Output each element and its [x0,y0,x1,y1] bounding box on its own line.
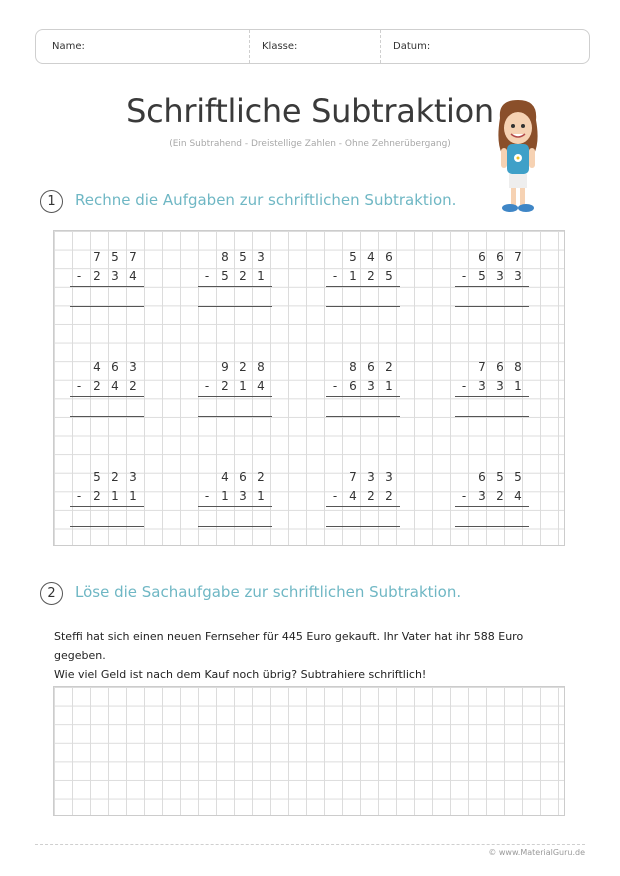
minuend-digit: 3 [129,470,137,484]
minuend-digit: 7 [93,250,101,264]
minuend-digit: 5 [239,250,247,264]
minus-sign: - [461,489,467,503]
minuend-digit: 7 [129,250,137,264]
minuend-digit: 5 [349,250,357,264]
subtrahend-digit: 3 [496,269,504,283]
result-line [70,396,144,397]
subtraction-problem [455,467,529,527]
minuend-digit: 5 [111,250,119,264]
answer-line[interactable] [455,306,529,307]
answer-line[interactable] [70,416,144,417]
subtrahend-digit: 3 [367,379,375,393]
subtrahend-digit: 2 [496,489,504,503]
subtrahend-digit: 2 [385,489,393,503]
subtrahend-digit: 2 [129,379,137,393]
minuend-digit: 8 [221,250,229,264]
minuend-digit: 6 [496,250,504,264]
answer-line[interactable] [198,416,272,417]
result-line [455,396,529,397]
girl-illustration [492,98,544,216]
subtrahend-digit: 3 [478,489,486,503]
minuend-digit: 5 [514,470,522,484]
subtrahend-digit: 2 [93,489,101,503]
subtrahend-digit: 3 [111,269,119,283]
student-info-box [35,29,590,64]
result-line [198,506,272,507]
footer-copyright: © www.MaterialGuru.de [488,848,585,857]
minuend-digit: 6 [478,470,486,484]
date-field-label: Datum: [393,41,431,52]
subtrahend-digit: 3 [514,269,522,283]
subtrahend-digit: 5 [385,269,393,283]
subtrahend-digit: 1 [239,379,247,393]
minuend-digit: 6 [478,250,486,264]
subtrahend-digit: 4 [257,379,265,393]
subtrahend-digit: 2 [367,269,375,283]
subtrahend-digit: 2 [367,489,375,503]
subtrahend-digit: 5 [478,269,486,283]
page-subtitle: (Ein Subtrahend - Dreistellige Zahlen - Ohne Zehnerübergang) [169,139,451,149]
minuend-digit: 8 [514,360,522,374]
result-line [70,506,144,507]
minuend-digit: 5 [93,470,101,484]
result-line [326,286,400,287]
minuend-digit: 3 [129,360,137,374]
minuend-digit: 6 [385,250,393,264]
minus-sign: - [332,379,338,393]
subtrahend-digit: 6 [349,379,357,393]
minuend-digit: 7 [514,250,522,264]
answer-line[interactable] [70,306,144,307]
answer-line[interactable] [326,526,400,527]
subtraction-problem [326,467,400,527]
class-field-label: Klasse: [262,41,298,52]
subtrahend-digit: 1 [221,489,229,503]
subtraction-problem [70,247,144,307]
section-number: 1 [40,190,63,213]
subtrahend-digit: 1 [385,379,393,393]
subtrahend-digit: 2 [93,269,101,283]
minus-sign: - [461,379,467,393]
subtrahend-digit: 2 [239,269,247,283]
subtrahend-digit: 1 [111,489,119,503]
subtrahend-digit: 2 [93,379,101,393]
subtrahend-digit: 3 [496,379,504,393]
answer-line[interactable] [326,306,400,307]
divider [249,30,251,63]
subtrahend-digit: 4 [514,489,522,503]
subtraction-problem [70,357,144,417]
subtraction-problem [198,467,272,527]
minus-sign: - [461,269,467,283]
name-field-label: Name: [52,41,85,52]
minuend-digit: 6 [111,360,119,374]
answer-line[interactable] [455,526,529,527]
subtraction-problem [198,357,272,417]
minuend-digit: 2 [239,360,247,374]
minuend-digit: 8 [257,360,265,374]
result-line [326,506,400,507]
section-title: Rechne die Aufgaben zur schriftlichen Subtraktion. [75,191,457,209]
minuend-digit: 5 [496,470,504,484]
minuend-digit: 3 [367,470,375,484]
minus-sign: - [332,269,338,283]
word-problem-line: Wie viel Geld ist nach dem Kauf noch übrig? Subtrahiere schriftlich! [54,668,427,681]
subtrahend-digit: 3 [239,489,247,503]
subtraction-problem [326,247,400,307]
minuend-digit: 6 [367,360,375,374]
result-line [198,286,272,287]
minuend-digit: 9 [221,360,229,374]
minuend-digit: 7 [478,360,486,374]
subtrahend-digit: 4 [111,379,119,393]
subtrahend-digit: 5 [221,269,229,283]
minus-sign: - [204,489,210,503]
minuend-digit: 2 [257,470,265,484]
section-number: 2 [40,582,63,605]
minus-sign: - [76,489,82,503]
subtraction-problem [455,247,529,307]
answer-line[interactable] [455,416,529,417]
subtrahend-digit: 1 [129,489,137,503]
minuend-digit: 2 [111,470,119,484]
subtraction-problem [455,357,529,417]
minuend-digit: 6 [496,360,504,374]
subtrahend-digit: 1 [257,269,265,283]
subtraction-problem [198,247,272,307]
subtrahend-digit: 1 [349,269,357,283]
calculation-grid [53,230,565,546]
word-problem-line: Steffi hat sich einen neuen Fernseher für 445 Euro gekauft. Ihr Vater hat ihr 588 Euro gegeben. [54,630,524,662]
minuend-digit: 3 [385,470,393,484]
subtraction-problem [70,467,144,527]
minus-sign: - [76,379,82,393]
subtrahend-digit: 1 [257,489,265,503]
subtrahend-digit: 4 [129,269,137,283]
minuend-digit: 4 [221,470,229,484]
result-line [198,396,272,397]
minus-sign: - [204,379,210,393]
footer-divider [35,844,585,845]
result-line [455,506,529,507]
minuend-digit: 8 [349,360,357,374]
section-title: Löse die Sachaufgabe zur schriftlichen Subtraktion. [75,583,462,601]
minus-sign: - [204,269,210,283]
subtrahend-digit: 4 [349,489,357,503]
subtrahend-digit: 3 [478,379,486,393]
answer-line[interactable] [198,306,272,307]
subtraction-problem [326,357,400,417]
minuend-digit: 3 [257,250,265,264]
minuend-digit: 4 [93,360,101,374]
answer-grid [53,686,565,816]
result-line [455,286,529,287]
minus-sign: - [76,269,82,283]
page-title: Schriftliche Subtraktion [126,92,494,130]
result-line [70,286,144,287]
minus-sign: - [332,489,338,503]
answer-line[interactable] [70,526,144,527]
word-problem-text [54,627,574,684]
minuend-digit: 4 [367,250,375,264]
subtrahend-digit: 2 [221,379,229,393]
minuend-digit: 2 [385,360,393,374]
subtrahend-digit: 1 [514,379,522,393]
answer-line[interactable] [326,416,400,417]
minuend-digit: 6 [239,470,247,484]
result-line [326,396,400,397]
answer-line[interactable] [198,526,272,527]
divider [380,30,382,63]
minuend-digit: 7 [349,470,357,484]
